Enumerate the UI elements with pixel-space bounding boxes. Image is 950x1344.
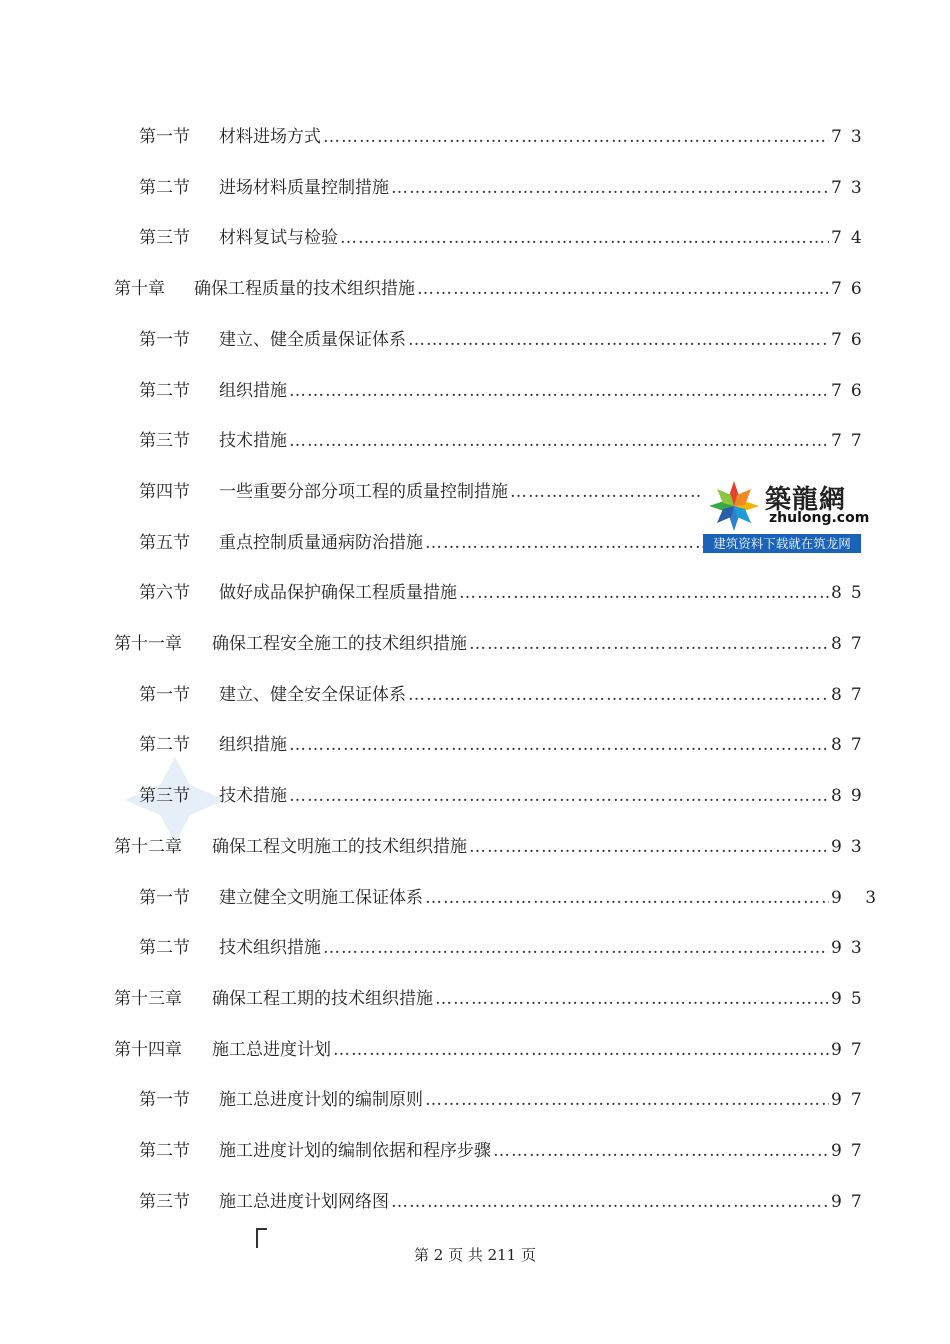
toc-section-row[interactable] xyxy=(139,1187,871,1217)
toc-title: 组织措施 xyxy=(219,380,287,401)
toc-number: 第二节 xyxy=(139,938,190,959)
toc-number: 第三节 xyxy=(139,786,190,807)
toc-leader-dots xyxy=(425,883,829,913)
toc-section-row[interactable] xyxy=(139,376,871,406)
toc-section-row[interactable] xyxy=(139,325,871,355)
toc-leader-dots xyxy=(435,984,829,1014)
toc-number: 第十章 xyxy=(114,279,165,300)
toc-section-row[interactable] xyxy=(139,883,886,913)
toc-title: 确保工程安全施工的技术组织措施 xyxy=(212,634,467,654)
toc-leader-dots xyxy=(289,730,829,760)
toc-page-number: 93 xyxy=(831,938,871,959)
toc-number: 第一节 xyxy=(139,887,190,908)
toc-title: 重点控制质量通病防治措施 xyxy=(219,532,423,553)
toc-number: 第二节 xyxy=(139,735,190,756)
toc-title: 确保工程工期的技术组织措施 xyxy=(212,988,433,1009)
toc-number: 第三节 xyxy=(139,1191,190,1212)
toc-title: 施工总进度计划的编制原则 xyxy=(219,1090,423,1111)
toc-leader-dots xyxy=(323,933,829,963)
toc-section-row[interactable] xyxy=(139,426,871,456)
toc-page-number: 76 xyxy=(831,279,871,300)
toc-chapter-row[interactable] xyxy=(114,274,871,304)
toc-number: 第十三章 xyxy=(114,988,182,1009)
toc-number: 第一节 xyxy=(139,127,190,147)
toc-leader-dots xyxy=(323,122,829,152)
toc-number: 第一节 xyxy=(139,329,190,350)
toc-number: 第三节 xyxy=(139,431,190,452)
toc-page-number: 97 xyxy=(831,1191,871,1212)
toc-section-row[interactable] xyxy=(139,781,871,811)
toc-page-number: 87 xyxy=(831,684,871,705)
toc-leader-dots xyxy=(391,173,829,203)
toc-chapter-row[interactable] xyxy=(114,1035,871,1065)
toc-number: 第二节 xyxy=(139,177,190,198)
toc-number: 第三节 xyxy=(139,228,190,249)
toc-number: 第十二章 xyxy=(114,836,182,857)
toc-leader-dots xyxy=(391,1187,829,1217)
toc-title: 材料复试与检验 xyxy=(219,228,338,249)
toc-leader-dots xyxy=(408,680,829,710)
toc-section-row[interactable] xyxy=(139,1136,871,1166)
page-footer: 第 2 页 共 211 页 xyxy=(413,1246,536,1264)
toc-page-number: 77 xyxy=(831,431,871,452)
toc-number: 第六节 xyxy=(139,583,190,604)
toc-section-row[interactable] xyxy=(139,680,871,710)
toc-chapter-row[interactable] xyxy=(114,984,871,1014)
toc-title: 技术措施 xyxy=(219,431,287,452)
toc-page-number: 73 xyxy=(831,127,871,147)
toc-title: 施工总进度计划网络图 xyxy=(219,1191,389,1212)
toc-leader-dots xyxy=(289,781,829,811)
toc-page-number: 95 xyxy=(831,988,871,1009)
toc-title: 技术组织措施 xyxy=(219,938,321,959)
toc-chapter-row[interactable] xyxy=(114,832,871,862)
toc-page-number: 74 xyxy=(831,228,871,249)
toc-section-row[interactable] xyxy=(139,122,871,152)
toc-page-number: 9 3 xyxy=(831,887,886,908)
toc-title: 一些重要分部分项工程的质量控制措施 xyxy=(219,481,508,502)
toc-page-number: 85 xyxy=(831,583,871,604)
toc-number: 第二节 xyxy=(139,1141,190,1161)
toc-leader-dots xyxy=(459,578,829,608)
toc-leader-dots xyxy=(333,1035,829,1065)
toc-page-number: 76 xyxy=(831,329,871,350)
logo-domain: zhulong.com xyxy=(769,510,870,526)
toc-title: 确保工程质量的技术组织措施 xyxy=(194,279,415,300)
toc-title: 施工总进度计划 xyxy=(212,1039,331,1060)
toc-title: 确保工程文明施工的技术组织措施 xyxy=(212,836,467,857)
toc-leader-dots xyxy=(289,376,829,406)
toc-section-row[interactable] xyxy=(139,223,871,253)
toc-title: 建立健全文明施工保证体系 xyxy=(219,887,423,908)
toc-page-number: 97 xyxy=(831,1141,871,1161)
toc-leader-dots xyxy=(408,325,829,355)
zhulong-logo xyxy=(703,477,870,553)
toc-page-number: 93 xyxy=(831,836,871,857)
toc-leader-dots xyxy=(417,274,829,304)
toc-page-number: 73 xyxy=(831,177,871,198)
toc-leader-dots xyxy=(469,832,829,862)
toc-number: 第五节 xyxy=(139,532,190,553)
toc-number: 第二节 xyxy=(139,380,190,401)
toc-title: 组织措施 xyxy=(219,735,287,756)
toc-title: 施工进度计划的编制依据和程序步骤 xyxy=(219,1141,491,1161)
toc-number: 第十四章 xyxy=(114,1039,182,1060)
toc-section-row[interactable] xyxy=(139,173,871,203)
logo-slogan: 建筑资料下载就在筑龙网 xyxy=(703,534,861,553)
toc-page-number: 76 xyxy=(831,380,871,401)
toc-page-number: 87 xyxy=(831,735,871,756)
toc-title: 材料进场方式 xyxy=(219,127,321,147)
toc-number: 第十一章 xyxy=(114,634,182,654)
toc-section-row[interactable] xyxy=(139,730,871,760)
toc-section-row[interactable] xyxy=(139,1085,871,1115)
toc-leader-dots xyxy=(493,1136,829,1166)
toc-title: 进场材料质量控制措施 xyxy=(219,177,389,198)
toc-title: 做好成品保护确保工程质量措施 xyxy=(219,583,457,604)
toc-title: 建立、健全安全保证体系 xyxy=(219,684,406,705)
toc-page-number: 97 xyxy=(831,1090,871,1111)
logo-name: 築龍網 xyxy=(765,485,847,515)
toc-section-row[interactable] xyxy=(139,933,871,963)
toc-leader-dots xyxy=(340,223,829,253)
toc-chapter-row[interactable] xyxy=(114,629,871,659)
toc-leader-dots xyxy=(469,629,829,659)
toc-leader-dots xyxy=(425,1085,829,1115)
toc-page-number: 89 xyxy=(831,786,871,807)
toc-title: 建立、健全质量保证体系 xyxy=(219,329,406,350)
logo-star-icon xyxy=(707,479,761,533)
toc-page-number: 87 xyxy=(831,634,871,654)
toc-title: 技术措施 xyxy=(219,786,287,807)
toc-number: 第一节 xyxy=(139,684,190,705)
toc-leader-dots xyxy=(289,426,829,456)
toc-number: 第一节 xyxy=(139,1090,190,1111)
toc-section-row[interactable] xyxy=(139,578,871,608)
toc-page-number: 97 xyxy=(831,1039,871,1060)
toc-number: 第四节 xyxy=(139,481,190,502)
